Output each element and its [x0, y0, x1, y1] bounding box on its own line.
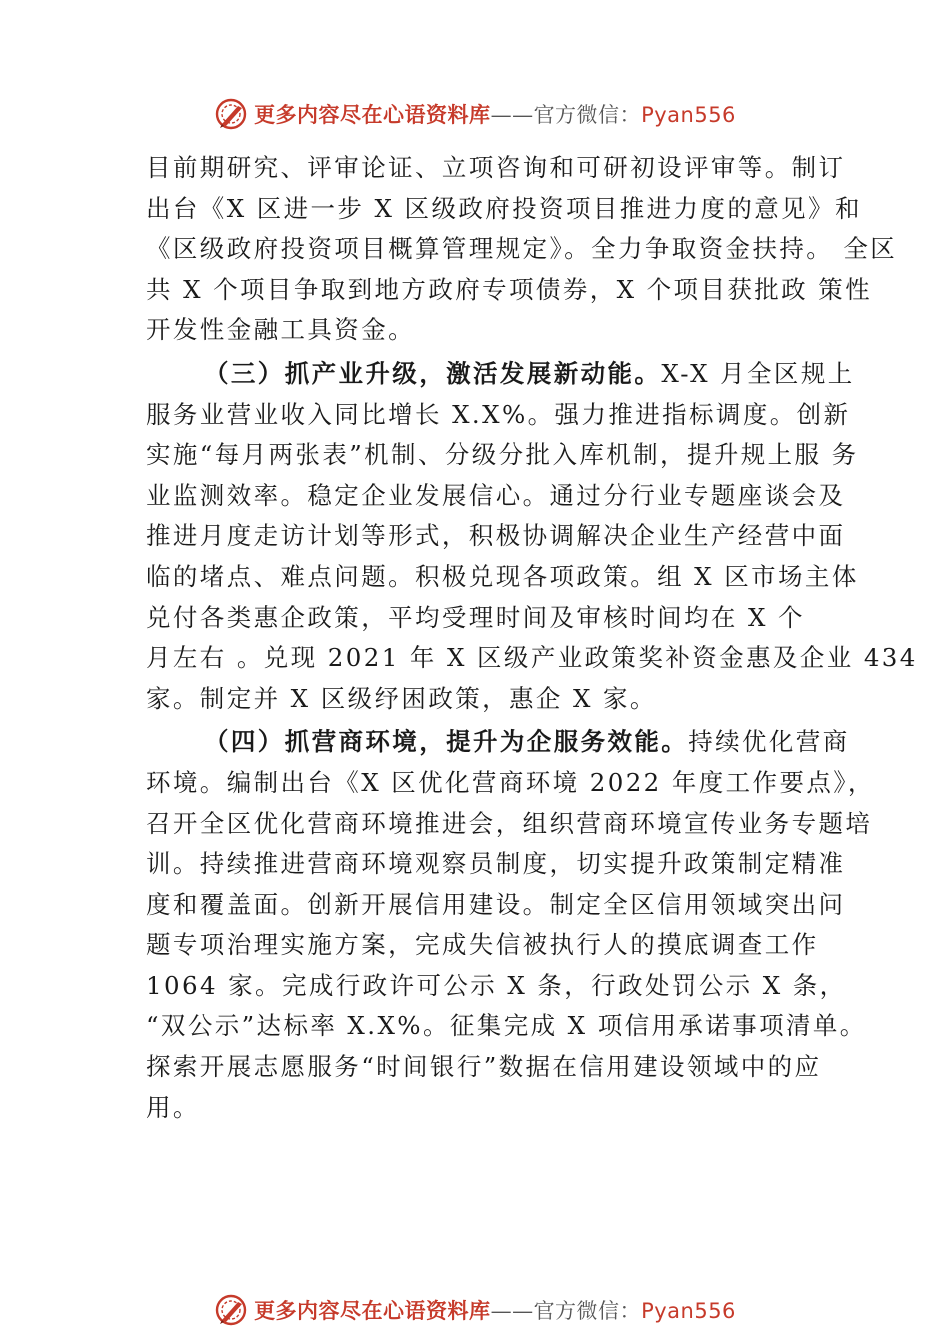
text-line: 训。持续推进营商环境观察员制度，切实提升政策制定精准	[146, 849, 846, 879]
text-line: 业监测效率。稳定企业发展信心。通过分行业专题座谈会及	[146, 480, 846, 510]
text-line: 开发性金融工具资金。	[146, 315, 415, 345]
pen-logo-icon	[214, 1293, 248, 1327]
text-line: “双公示”达标率 X.X%。征集完成 X 项信用承诺事项清单。	[146, 1011, 867, 1041]
section-heading-4: （四）抓营商环境，提升为企服务效能。	[204, 727, 689, 757]
banner-wechat-id: Pyan556	[641, 1299, 736, 1323]
text-line: 召开全区优化营商环境推进会，组织营商环境宣传业务专题培	[146, 808, 873, 838]
paragraph-first-line	[146, 722, 850, 763]
paragraph-business-environment	[146, 722, 875, 1128]
banner-dash: ——	[490, 103, 534, 127]
section-heading-3: （三）抓产业升级，激活发展新动能。	[204, 358, 662, 388]
text-span: 持续优化营商	[688, 727, 850, 757]
text-span: X-X 月全区规上	[661, 358, 855, 388]
text-line: 题专项治理实施方案，完成失信被执行人的摸底调查工作	[146, 930, 819, 960]
text-line: 1064 家。完成行政许可公示 X 条，行政处罚公示 X 条，	[146, 970, 847, 1000]
document-body	[146, 148, 918, 1128]
paragraph-first-line	[146, 354, 855, 395]
text-line: 用。	[146, 1092, 200, 1122]
text-line: 家。制定并 X 区级纾困政策，惠企 X 家。	[146, 683, 657, 713]
text-line: 目前期研究、评审论证、立项咨询和可研初设评审等。制订	[146, 153, 846, 182]
banner-dash: ——	[490, 1299, 534, 1323]
text-line: 实施“每月两张表”机制、分级分批入库机制，提升规上服 务	[146, 440, 859, 470]
footer-watermark-banner	[0, 1288, 950, 1332]
text-line: 出台《X 区进一步 X 区级政府投资项目推进力度的意见》和	[146, 193, 862, 223]
text-line: 临的堵点、难点问题。积极兑现各项政策。组 X 区市场主体	[146, 561, 859, 591]
text-line: 共 X 个项目争取到地方政府专项债券，X 个项目获批政 策性	[146, 274, 873, 304]
paragraph-investment	[146, 148, 898, 351]
footer-watermark-text	[254, 1295, 736, 1325]
paragraph-industry-upgrade	[146, 354, 918, 719]
text-line: 度和覆盖面。创新开展信用建设。制定全区信用领域突出问	[146, 889, 846, 919]
header-watermark-banner	[0, 92, 950, 136]
banner-wechat-label: 官方微信：	[533, 103, 642, 127]
text-line: 服务业营业收入同比增长 X.X%。强力推进指标调度。创新	[146, 399, 851, 429]
banner-main-text: 更多内容尽在心语资料库	[254, 1298, 491, 1323]
text-line: 环境。编制出台《X 区优化营商环境 2022 年度工作要点》，	[146, 767, 875, 797]
pen-logo-icon	[214, 97, 248, 131]
text-line: 推进月度走访计划等形式，积极协调解决企业生产经营中面	[146, 521, 846, 551]
text-line: 月左右 。兑现 2021 年 X 区级产业政策奖补资金惠及企业 434	[146, 643, 918, 673]
banner-main-text: 更多内容尽在心语资料库	[254, 102, 491, 127]
header-watermark-text	[254, 99, 736, 129]
banner-wechat-id: Pyan556	[641, 103, 736, 127]
text-line: 《区级政府投资项目概算管理规定》。全力争取资金扶持。 全区	[146, 234, 898, 264]
text-line: 兑付各类惠企政策，平均受理时间及审核时间均在 X 个	[146, 602, 805, 632]
banner-wechat-label: 官方微信：	[533, 1299, 642, 1323]
text-line: 探索开展志愿服务“时间银行”数据在信用建设领域中的应	[146, 1052, 822, 1082]
